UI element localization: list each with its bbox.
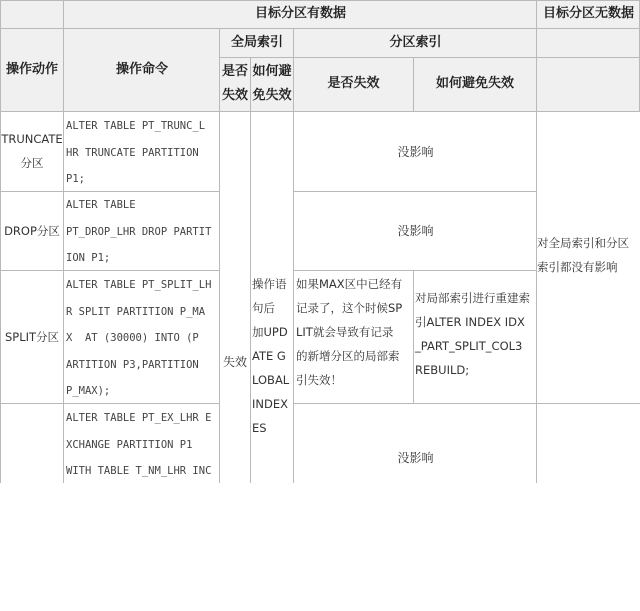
row-exchange-command: ALTER TABLE PT_EX_LHR E XCHANGE PARTITION P1 WITH TABLE T_NM_LHR INC	[66, 412, 212, 477]
vline	[413, 270, 414, 403]
hline	[0, 191, 220, 192]
global-index-avoid: 操作语 句后 加UPD ATE G LOBAL INDEX ES	[252, 277, 290, 435]
row-drop-command: ALTER TABLE PT_DROP_LHR DROP PARTIT ION P1;	[66, 199, 212, 264]
vline	[413, 57, 414, 111]
hline	[294, 403, 640, 404]
header-blank-corner	[0, 0, 64, 28]
header-no-data-filler	[537, 28, 640, 111]
hline	[0, 403, 220, 404]
hline	[0, 111, 640, 112]
global-index-invalid: 失效	[222, 354, 247, 369]
hline	[0, 0, 640, 1]
header-target-no-data: 目标分区无数据	[537, 0, 640, 28]
header-partition-index: 分区索引	[294, 28, 537, 57]
header-part-how-avoid: 如何避免失效	[413, 57, 537, 111]
row-drop-action: DROP分区	[4, 223, 60, 238]
vline	[293, 28, 294, 483]
header-command: 操作命令	[64, 28, 220, 111]
vline	[63, 0, 64, 483]
header-part-is-invalid: 是否失效	[294, 57, 413, 111]
header-target-has-data: 目标分区有数据	[64, 0, 537, 28]
no-data-effect: 对全局索引和分区 索引都没有影响	[537, 236, 629, 274]
hline	[220, 57, 640, 58]
vline	[536, 0, 537, 483]
vline	[219, 28, 220, 483]
row-split-action: SPLIT分区	[4, 329, 60, 344]
hline	[0, 28, 640, 29]
hline	[294, 191, 537, 192]
header-global-is-invalid: 是否 失效	[220, 57, 250, 111]
header-global-index: 全局索引	[220, 28, 294, 57]
row-exchange-partition-effect: 没影响	[397, 451, 434, 465]
row-split-command: ALTER TABLE PT_SPLIT_LH R SPLIT PARTITION P_MA X AT (30000) INTO (P ARTITION P3,PARTITION P_MAX);	[66, 279, 212, 397]
header-action: 操作动作	[0, 28, 64, 111]
header-global-how-avoid: 如何避 免失效	[250, 57, 294, 111]
row-split-partition-invalid: 如果MAX区中已经有 记录了，这个时候SP LIT就会导致有记录 的新增分区的局部索 引失效！	[296, 277, 403, 387]
row-exchange-action	[0, 403, 64, 483]
vline	[0, 0, 1, 483]
row-truncate-partition-effect: 没影响	[397, 144, 434, 159]
row-truncate-action: TRUNCATE 分区	[1, 132, 63, 170]
hline	[0, 270, 220, 271]
hline	[294, 270, 537, 271]
row-drop-partition-effect: 没影响	[397, 224, 434, 238]
vline	[250, 57, 251, 483]
row-split-partition-avoid: 对局部索引进行重建索 引ALTER INDEX IDX _PART_SPLIT_COL3 REBUILD;	[415, 291, 530, 377]
row-truncate-command: ALTER TABLE PT_TRUNC_L HR TRUNCATE PARTITION P1;	[66, 120, 206, 185]
